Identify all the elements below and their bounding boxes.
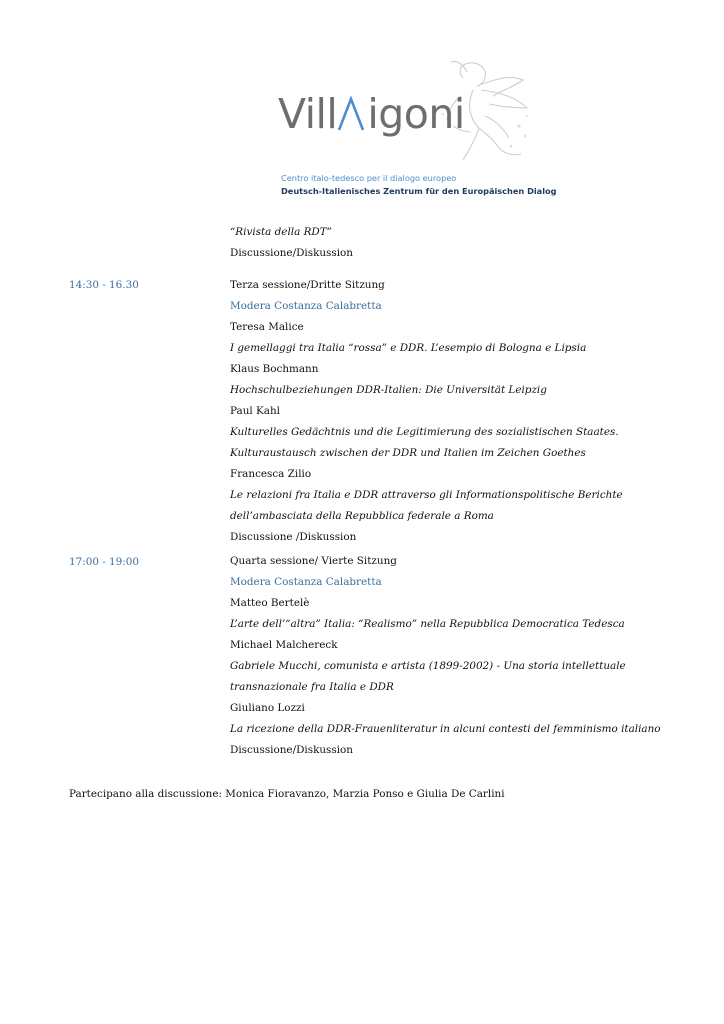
speaker-name: Matteo Bertelè (230, 597, 310, 609)
intro-line: Discussione/Diskussion (230, 247, 353, 259)
speaker-name: Francesca Zilio (230, 468, 312, 480)
talk-title: Gabriele Mucchi, comunista e artista (1899-2002) - Una storia intellettuale (230, 660, 626, 672)
logo-v-mark (337, 96, 367, 132)
session-title: Terza sessione/Dritte Sitzung (230, 279, 385, 291)
talk-title: La ricezione della DDR-Frauenliteratur in alcuni contesti del femminismo italiano (230, 723, 661, 735)
discussion-line: Discussione/Diskussion (230, 744, 353, 756)
session-time: 14:30 - 16.30 (69, 279, 139, 291)
speaker-name: Teresa Malice (230, 321, 304, 333)
speaker-name: Paul Kahl (230, 405, 281, 417)
participants-footer: Partecipano alla discussione: Monica Fioravanzo, Marzia Ponso e Giulia De Carlini (69, 788, 505, 800)
intro-line: “Rivista della RDT” (230, 226, 332, 238)
talk-title: Hochschulbeziehungen DDR-Italien: Die Universität Leipzig (230, 384, 547, 396)
logo-subtitle-german: Deutsch-Italienisches Zentrum für den Europäischen Dialog (281, 186, 557, 196)
talk-title: Kulturaustausch zwischen der DDR und Italien im Zeichen Goethes (230, 447, 586, 459)
talk-title: I gemellaggi tra Italia “rossa” e DDR. L’esempio di Bologna e Lipsia (230, 342, 587, 354)
talk-title: L’arte dell’“altra” Italia: “Realismo” nella Repubblica Democratica Tedesca (230, 618, 625, 630)
logo-name-left: Vill (278, 90, 338, 138)
talk-title: transnazionale fra Italia e DDR (230, 681, 394, 693)
speaker-name: Klaus Bochmann (230, 363, 319, 375)
logo-name-right: igoni (367, 90, 465, 138)
talk-title: dell’ambasciata della Repubblica federale a Roma (230, 510, 494, 522)
session-title: Quarta sessione/ Vierte Sitzung (230, 555, 397, 567)
moderator-line: Modera Costanza Calabretta (230, 576, 382, 588)
talk-title: Kulturelles Gedächtnis und die Legitimierung des sozialistischen Staates. (230, 426, 619, 438)
session-time: 17:00 - 19:00 (69, 556, 140, 568)
talk-title: Le relazioni fra Italia e DDR attraverso gli Informationspolitische Berichte (230, 489, 623, 501)
moderator-line: Modera Costanza Calabretta (230, 300, 382, 312)
speaker-name: Giuliano Lozzi (230, 702, 305, 714)
villa-vigoni-logo (278, 56, 557, 204)
logo-subtitle-italian: Centro italo-tedesco per il dialogo europeo (281, 173, 457, 183)
discussion-line: Discussione /Diskussion (230, 531, 357, 543)
logo-wordmark (278, 90, 465, 138)
speaker-name: Michael Malchereck (230, 639, 338, 651)
